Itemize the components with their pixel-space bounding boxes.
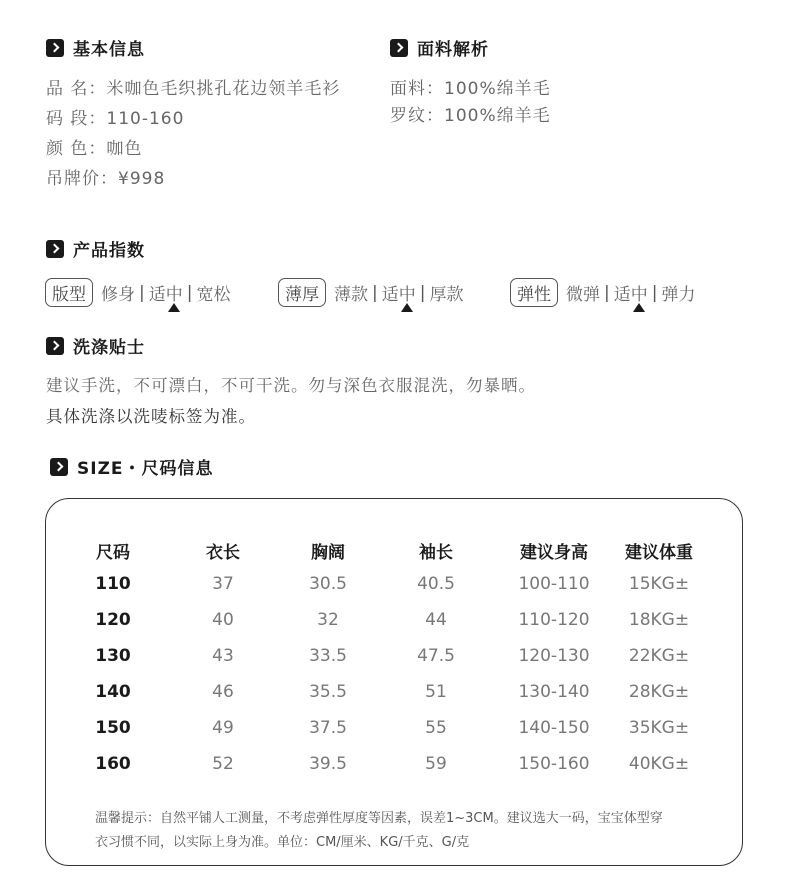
table-cell: 35.5: [309, 682, 347, 702]
table-cell: 100-110: [518, 574, 590, 594]
table-cell: 55: [425, 718, 447, 738]
table-cell: 40KG±: [628, 754, 690, 774]
table-cell: 46: [212, 682, 234, 702]
table-row-size: 150: [95, 718, 131, 738]
header-size: 尺码: [96, 543, 130, 563]
size-note-line-2: 衣习惯不同，以实际上身为准。单位：CM/厘米、KG/千克、G/克: [95, 835, 470, 850]
fit-option: 修身: [101, 285, 135, 305]
table-cell: 44: [425, 610, 447, 630]
thickness-badge: 薄厚: [278, 278, 326, 307]
table-cell: 22KG±: [628, 646, 690, 666]
thickness-option-selected: 适中: [381, 285, 416, 305]
table-cell: 39.5: [309, 754, 347, 774]
elasticity-badge: 弹性: [510, 278, 558, 307]
fabric-heading: [390, 35, 489, 60]
table-cell: 140-150: [518, 718, 590, 738]
thickness-index: [278, 278, 463, 307]
arrow-right-icon: [50, 458, 68, 476]
elasticity-option: 微弹: [566, 285, 600, 305]
elasticity-index: [510, 278, 695, 307]
color-label: 颜 色：: [46, 139, 107, 159]
price-label: 吊牌价：: [46, 169, 118, 189]
fabric-title: 面料解析: [417, 40, 489, 60]
table-cell: 52: [212, 754, 234, 774]
table-row-size: 120: [95, 610, 131, 630]
fabric-value: 100%绵羊毛: [444, 79, 551, 99]
table-cell: 59: [425, 754, 447, 774]
table-cell: 150-160: [518, 754, 590, 774]
table-cell: 49: [212, 718, 234, 738]
fit-option: 宽松: [196, 285, 231, 305]
separator: |: [651, 282, 658, 303]
product-name-value: 米咖色毛织挑孔花边领羊毛衫: [106, 79, 341, 99]
table-cell: 18KG±: [628, 610, 690, 630]
separator: |: [372, 282, 378, 303]
table-row-size: 160: [95, 754, 131, 774]
size-range-label: 码 段：: [46, 109, 107, 129]
table-cell: 28KG±: [628, 682, 690, 702]
table-cell: 40.5: [417, 574, 455, 594]
fit-indicator-icon: [168, 303, 180, 312]
thickness-option: 薄款: [334, 285, 368, 305]
basic-info-title: 基本信息: [73, 40, 145, 60]
fit-index: [45, 278, 230, 307]
table-cell: 37: [212, 574, 234, 594]
table-cell: 35KG±: [628, 718, 690, 738]
separator: |: [139, 282, 145, 303]
table-cell: 130-140: [518, 682, 590, 702]
rib-row: [390, 101, 551, 126]
table-cell: 37.5: [309, 718, 347, 738]
fabric-label: 面料：: [390, 79, 444, 99]
table-cell: 33.5: [309, 646, 347, 666]
separator: |: [604, 282, 610, 303]
rib-label: 罗纹：: [390, 106, 444, 126]
table-row-size: 130: [95, 646, 131, 666]
arrow-right-icon: [46, 337, 64, 355]
table-cell: 110-120: [518, 610, 590, 630]
thickness-option: 厚款: [429, 285, 464, 305]
elasticity-option-selected: 适中: [613, 285, 648, 305]
color-value: 咖色: [106, 139, 143, 159]
table-cell: 47.5: [417, 646, 455, 666]
header-sleeve: 袖长: [419, 543, 453, 563]
table-cell: 32: [317, 610, 339, 630]
header-weight: 建议体重: [625, 543, 693, 563]
basic-info-heading: [46, 35, 145, 60]
elasticity-option: 弹力: [661, 285, 696, 305]
wash-instructions: 建议手洗，不可漂白，不可干洗。勿与深色衣服混洗，勿暴晒。: [46, 376, 536, 395]
separator: |: [186, 282, 193, 303]
size-heading: [50, 454, 214, 479]
table-cell: 43: [212, 646, 234, 666]
header-chest: 胸阔: [311, 543, 345, 563]
product-name-label: 品 名：: [46, 79, 107, 99]
arrow-right-icon: [46, 39, 64, 57]
rib-value: 100%绵羊毛: [444, 106, 551, 126]
arrow-right-icon: [390, 39, 408, 57]
table-cell: 40: [212, 610, 234, 630]
table-cell: 51: [425, 682, 447, 702]
elasticity-indicator-icon: [633, 303, 645, 312]
fit-badge: 版型: [45, 278, 93, 307]
table-cell: 30.5: [309, 574, 347, 594]
wash-label-note: 具体洗涤以洗唛标签为准。: [46, 407, 256, 426]
size-note-line-1: 温馨提示：自然平铺人工测量，不考虑弹性厚度等因素，误差1~3CM。建议选大一码，宝宝体型穿: [95, 811, 663, 826]
size-range-row: [46, 104, 184, 129]
separator: |: [419, 282, 426, 303]
thickness-indicator-icon: [401, 303, 413, 312]
size-range-value: 110-160: [106, 109, 185, 129]
header-height: 建议身高: [520, 543, 588, 563]
index-heading: [46, 236, 145, 261]
index-title: 产品指数: [73, 241, 145, 261]
arrow-right-icon: [46, 240, 64, 258]
header-length: 衣长: [206, 543, 240, 563]
product-name-row: [46, 74, 340, 99]
table-row-size: 140: [95, 682, 131, 702]
table-row-size: 110: [95, 574, 131, 594]
table-cell: 15KG±: [628, 574, 690, 594]
size-title: SIZE・尺码信息: [77, 459, 214, 479]
fabric-row: [390, 74, 551, 99]
color-row: [46, 134, 142, 159]
price-value: ¥998: [118, 169, 166, 189]
wash-heading: [46, 333, 145, 358]
price-row: [46, 164, 165, 189]
table-cell: 120-130: [518, 646, 590, 666]
fit-option-selected: 适中: [148, 285, 183, 305]
wash-title: 洗涤贴士: [73, 338, 145, 358]
